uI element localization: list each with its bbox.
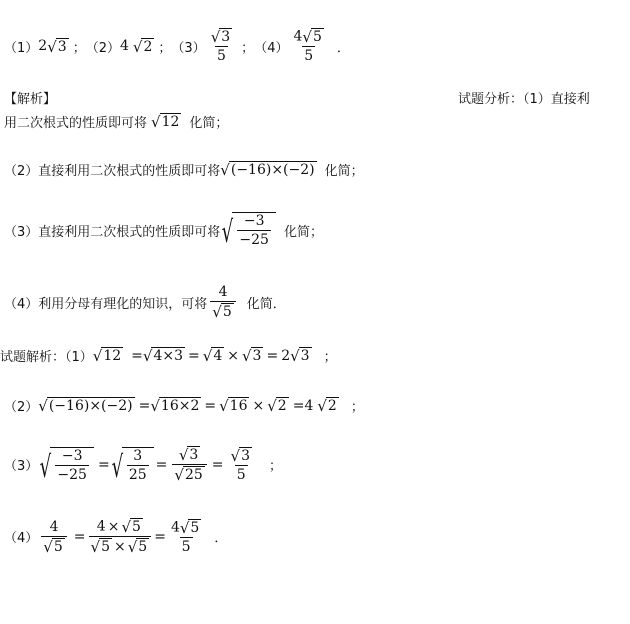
separator: ； [241,40,255,56]
equals-sign: = [154,528,166,545]
equals-sign: = [138,397,151,414]
analysis-part-4-fraction: 4 √ 5 [210,284,235,320]
analysis-part-3-end: 化简； [283,224,323,240]
equals-sign: = [292,397,305,414]
solution-3-end: ； [268,459,282,474]
solution-2-label: （2） [4,400,39,415]
solution-1-end: ； [323,350,337,365]
analysis-part-4-label: （4） [4,296,39,312]
analysis-header [4,88,56,107]
equals-sign: = [188,347,200,364]
analysis-intro [458,88,590,107]
solution-2-sqrt-c: √ 16 [219,397,248,415]
analysis-line-1-sqrt: √ 12 [151,113,180,131]
answer-2-sqrt: √ 2 [132,37,153,56]
solution-2-sqrt-b: √ 16×2 [150,397,200,415]
answer-2-label: （2） [85,40,120,56]
answer-3-label: （3） [171,40,206,56]
equals-sign: = [131,347,143,364]
solution-2-coefficient: 4 [304,397,314,414]
analysis-intro-text: 试题分析：（1）直接利 [458,92,590,107]
analysis-part-2-label: （2） [4,164,39,179]
equals-sign: = [97,456,110,473]
solution-1-sqrt-d: √ 3 [241,347,262,365]
solution-3-label: （3） [4,459,39,474]
analysis-line-1-text: 用二次根式的性质即可将 [4,116,148,131]
equals-sign: = [155,456,168,473]
solution-2-sqrt-e: √ 2 [317,397,337,415]
analysis-line-1 [4,112,228,131]
answer-1-label: （1） [4,40,39,56]
solution-1-coefficient: 2 [281,347,291,364]
equals-sign: = [266,347,279,364]
solution-3-fraction-c: √ 3 √ 25 [172,446,206,483]
solution-part-4 [4,518,227,555]
answer-line [4,28,350,64]
times-sign: × [227,347,239,364]
solution-4-end: ． [214,531,228,546]
solution-2-sqrt-a: √ (−16)×(−2) [38,397,133,415]
solution-part-2 [4,396,364,415]
solution-4-fraction-a: 4 √ 5 [41,519,66,555]
analysis-part-4-text: 利用分母有理化的知识，可将 [38,296,208,312]
solution-1-sqrt-e: √ 3 [290,347,310,365]
solution-header: 试题解析：（1） [0,350,93,365]
solution-4-fraction-b: 4 × √ 5 √ 5 × √ 5 [89,518,152,555]
times-sign: × [252,397,265,414]
solution-4-label: （4） [4,531,39,546]
equals-sign: = [73,528,86,545]
analysis-part-2 [4,160,364,179]
analysis-part-2-end: 化简； [324,164,364,179]
answer-1-coefficient: 2 [38,38,48,54]
solution-3-sqrt-fraction-b: √ $\frac{3}{25}$ [110,447,154,483]
analysis-part-3-text: 直接利用二次根式的性质即可将 [38,224,221,240]
end-period: ． [336,40,350,56]
solution-3-sqrt-fraction-a: √ $\frac{-3}{-25}$ [38,447,94,483]
separator: ； [158,40,172,56]
analysis-part-3-sqrt: √ $\frac{-3}{-25}$ [220,212,276,248]
analysis-part-2-sqrt: √ (−16)×(−2) [220,161,315,179]
answer-2-coefficient: 4 [119,38,129,54]
analysis-part-2-text: 直接利用二次根式的性质即可将 [38,164,221,179]
solution-4-fraction-c: 4 √ 5 5 [170,518,200,555]
solution-1-sqrt-c: √ 4 [202,347,223,365]
solution-1-sqrt-b: √ 4×3 [142,347,184,365]
equals-sign: = [211,456,224,473]
solution-part-3 [4,446,282,483]
solution-3-fraction-d: √ 3 5 [230,446,250,483]
analysis-part-4 [4,284,286,320]
analysis-part-3 [4,212,323,248]
solution-part-1 [0,346,337,365]
analysis-part-3-label: （3） [4,224,39,240]
analysis-part-4-end: 化简． [246,296,286,312]
solution-1-sqrt-a: √ 12 [92,347,122,365]
solution-2-sqrt-d: √ 2 [267,397,287,415]
answer-4-fraction: 4 √ 5 5 [293,28,322,64]
solution-2-end: ； [350,400,364,415]
analysis-line-1-end: 化简； [189,116,229,131]
answer-1-sqrt: √ 3 [47,37,67,56]
answer-4-label: （4） [254,40,289,56]
analysis-title: 【解析】 [4,92,57,107]
equals-sign: = [204,397,217,414]
answer-3-fraction: √ 3 5 [210,28,231,64]
separator: ； [72,40,86,56]
